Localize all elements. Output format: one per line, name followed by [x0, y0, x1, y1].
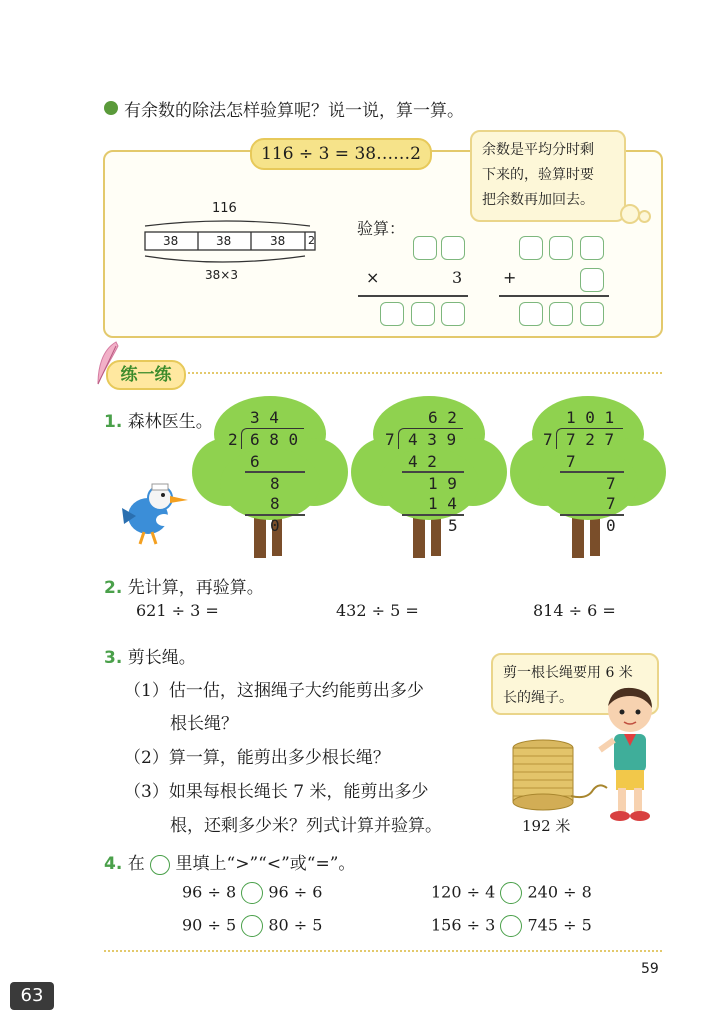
tree1-step: 6	[250, 452, 260, 471]
q2-title	[104, 573, 264, 598]
q2-text: 先计算，再验算。	[127, 578, 264, 598]
tree1-step: 0	[270, 516, 280, 535]
compare-item	[431, 882, 592, 904]
intro-question: 有余数的除法怎样验算呢？说一说，算一算。	[124, 101, 464, 121]
q4-number: 4.	[104, 854, 123, 874]
division-line	[245, 471, 305, 473]
diagram-total: 116	[212, 201, 237, 216]
boy-illustration	[596, 682, 662, 824]
tree2-quotient: 6 2	[428, 408, 457, 427]
answer-box[interactable]	[519, 236, 543, 260]
rope-coil-illustration	[505, 738, 610, 812]
compare-item	[431, 915, 592, 937]
q3-title	[104, 643, 196, 668]
tree3-divisor: 7	[543, 430, 553, 449]
q2-item: 621 ÷ 3 =	[136, 601, 219, 620]
compare-answer-circle[interactable]	[241, 915, 263, 937]
segment-label: 38	[216, 234, 232, 248]
division-line	[560, 471, 624, 473]
answer-box[interactable]	[549, 236, 573, 260]
answer-box[interactable]	[441, 302, 465, 326]
compare-right: 80 ÷ 5	[268, 915, 323, 935]
tree1-divisor: 2	[228, 430, 238, 449]
part-text: 估一估，这捆绳子大约能剪出多少	[168, 681, 424, 701]
tree3-step: 0	[606, 516, 616, 535]
plus-sign: +	[503, 268, 517, 287]
tree2-divisor: 7	[385, 430, 395, 449]
compare-right: 240 ÷ 8	[527, 882, 592, 902]
tree1-step: 8	[270, 474, 280, 493]
q3-number: 3.	[104, 648, 123, 668]
equation-pill: 116 ÷ 3 = 38……2	[250, 138, 432, 170]
compare-answer-circle[interactable]	[500, 915, 522, 937]
times-sign: ×	[366, 268, 380, 287]
footer-divider	[104, 950, 662, 952]
tip-line: 余数是平均分时剩	[482, 142, 594, 158]
bubble-line: 剪一根长绳要用 6 米	[503, 665, 633, 681]
q3-part1	[124, 676, 424, 701]
tree1-quotient: 3 4	[250, 408, 279, 427]
tree3-step: 7	[606, 474, 616, 493]
answer-box[interactable]	[413, 236, 437, 260]
calc-line	[358, 295, 468, 297]
tree3-step: 7	[566, 452, 576, 471]
q3-text: 剪长绳。	[127, 648, 196, 668]
tip-bubble	[470, 130, 626, 222]
segment-label: 38	[270, 234, 286, 248]
multiplier: 3	[452, 268, 463, 287]
bubble-line: 长的绳子。	[503, 690, 573, 706]
bird-illustration	[112, 470, 192, 550]
compare-left: 120 ÷ 4	[431, 882, 496, 902]
q3-part2	[124, 743, 390, 768]
answer-box[interactable]	[441, 236, 465, 260]
segment-label: 38	[163, 234, 179, 248]
q2-number: 2.	[104, 578, 123, 598]
q1-text: 森林医生。	[127, 412, 213, 432]
compare-right: 96 ÷ 6	[268, 882, 323, 902]
compare-item	[182, 915, 322, 937]
bubble-tail-dot	[638, 210, 651, 223]
division-line	[402, 471, 464, 473]
q4-title	[104, 849, 355, 875]
segment-label: 2	[308, 234, 315, 247]
tree3-step: 7	[606, 494, 616, 513]
compare-answer-circle[interactable]	[241, 882, 263, 904]
check-label: 验算：	[357, 219, 406, 238]
q3-part3-cont: 根，还剩多少米？列式计算并验算。	[170, 816, 442, 836]
tree2-step: 1 4	[428, 494, 457, 513]
compare-item	[182, 882, 322, 904]
q1-number: 1.	[104, 412, 123, 432]
tree2-dividend: 4 3 9	[408, 430, 457, 449]
tree2-step: 1 9	[428, 474, 457, 493]
tip-line: 下来的，验算时要	[482, 167, 594, 183]
part-text: 如果每根长绳长 7 米，能剪出多少	[168, 782, 429, 802]
tree3-quotient: 1 0 1	[566, 408, 615, 427]
compare-circle-icon	[150, 855, 170, 875]
part-label: （3）	[124, 782, 169, 802]
compare-answer-circle[interactable]	[500, 882, 522, 904]
q3-part3	[124, 777, 428, 802]
bullet-dot	[104, 101, 118, 115]
tip-line: 把余数再加回去。	[482, 192, 594, 208]
part-label: （1）	[124, 681, 169, 701]
section-divider	[188, 372, 662, 374]
corner-tag: 63	[10, 982, 54, 1010]
tree2-step: 4 2	[408, 452, 437, 471]
page-number: 59	[641, 961, 659, 977]
q2-item: 432 ÷ 5 =	[336, 601, 419, 620]
compare-right: 745 ÷ 5	[527, 915, 592, 935]
answer-box[interactable]	[549, 302, 573, 326]
answer-box[interactable]	[411, 302, 435, 326]
compare-left: 96 ÷ 8	[182, 882, 237, 902]
tree2-step: 5	[448, 516, 458, 535]
diagram-bottom: 38×3	[205, 268, 238, 282]
calc-line	[499, 295, 609, 297]
tree1-step: 8	[270, 494, 280, 513]
part-label: （2）	[124, 748, 169, 768]
practice-badge: 练一练	[106, 360, 186, 390]
compare-left: 90 ÷ 5	[182, 915, 237, 935]
tree1-dividend: 6 8 0	[250, 430, 299, 449]
compare-left: 156 ÷ 3	[431, 915, 496, 935]
answer-box[interactable]	[580, 268, 604, 292]
answer-box[interactable]	[580, 236, 604, 260]
q4-suffix: 里填上“>”“<”或“=”。	[175, 854, 356, 874]
q3-part1-cont: 根长绳？	[170, 714, 238, 734]
answer-box[interactable]	[580, 302, 604, 326]
answer-box[interactable]	[380, 302, 404, 326]
bubble-tail-dot	[620, 204, 640, 224]
part-text: 算一算，能剪出多少根长绳？	[168, 748, 390, 768]
q2-item: 814 ÷ 6 =	[533, 601, 616, 620]
answer-box[interactable]	[519, 302, 543, 326]
tree3-dividend: 7 2 7	[566, 430, 615, 449]
rope-length-label: 192 米	[522, 817, 571, 835]
q4-prefix: 在	[127, 854, 145, 874]
